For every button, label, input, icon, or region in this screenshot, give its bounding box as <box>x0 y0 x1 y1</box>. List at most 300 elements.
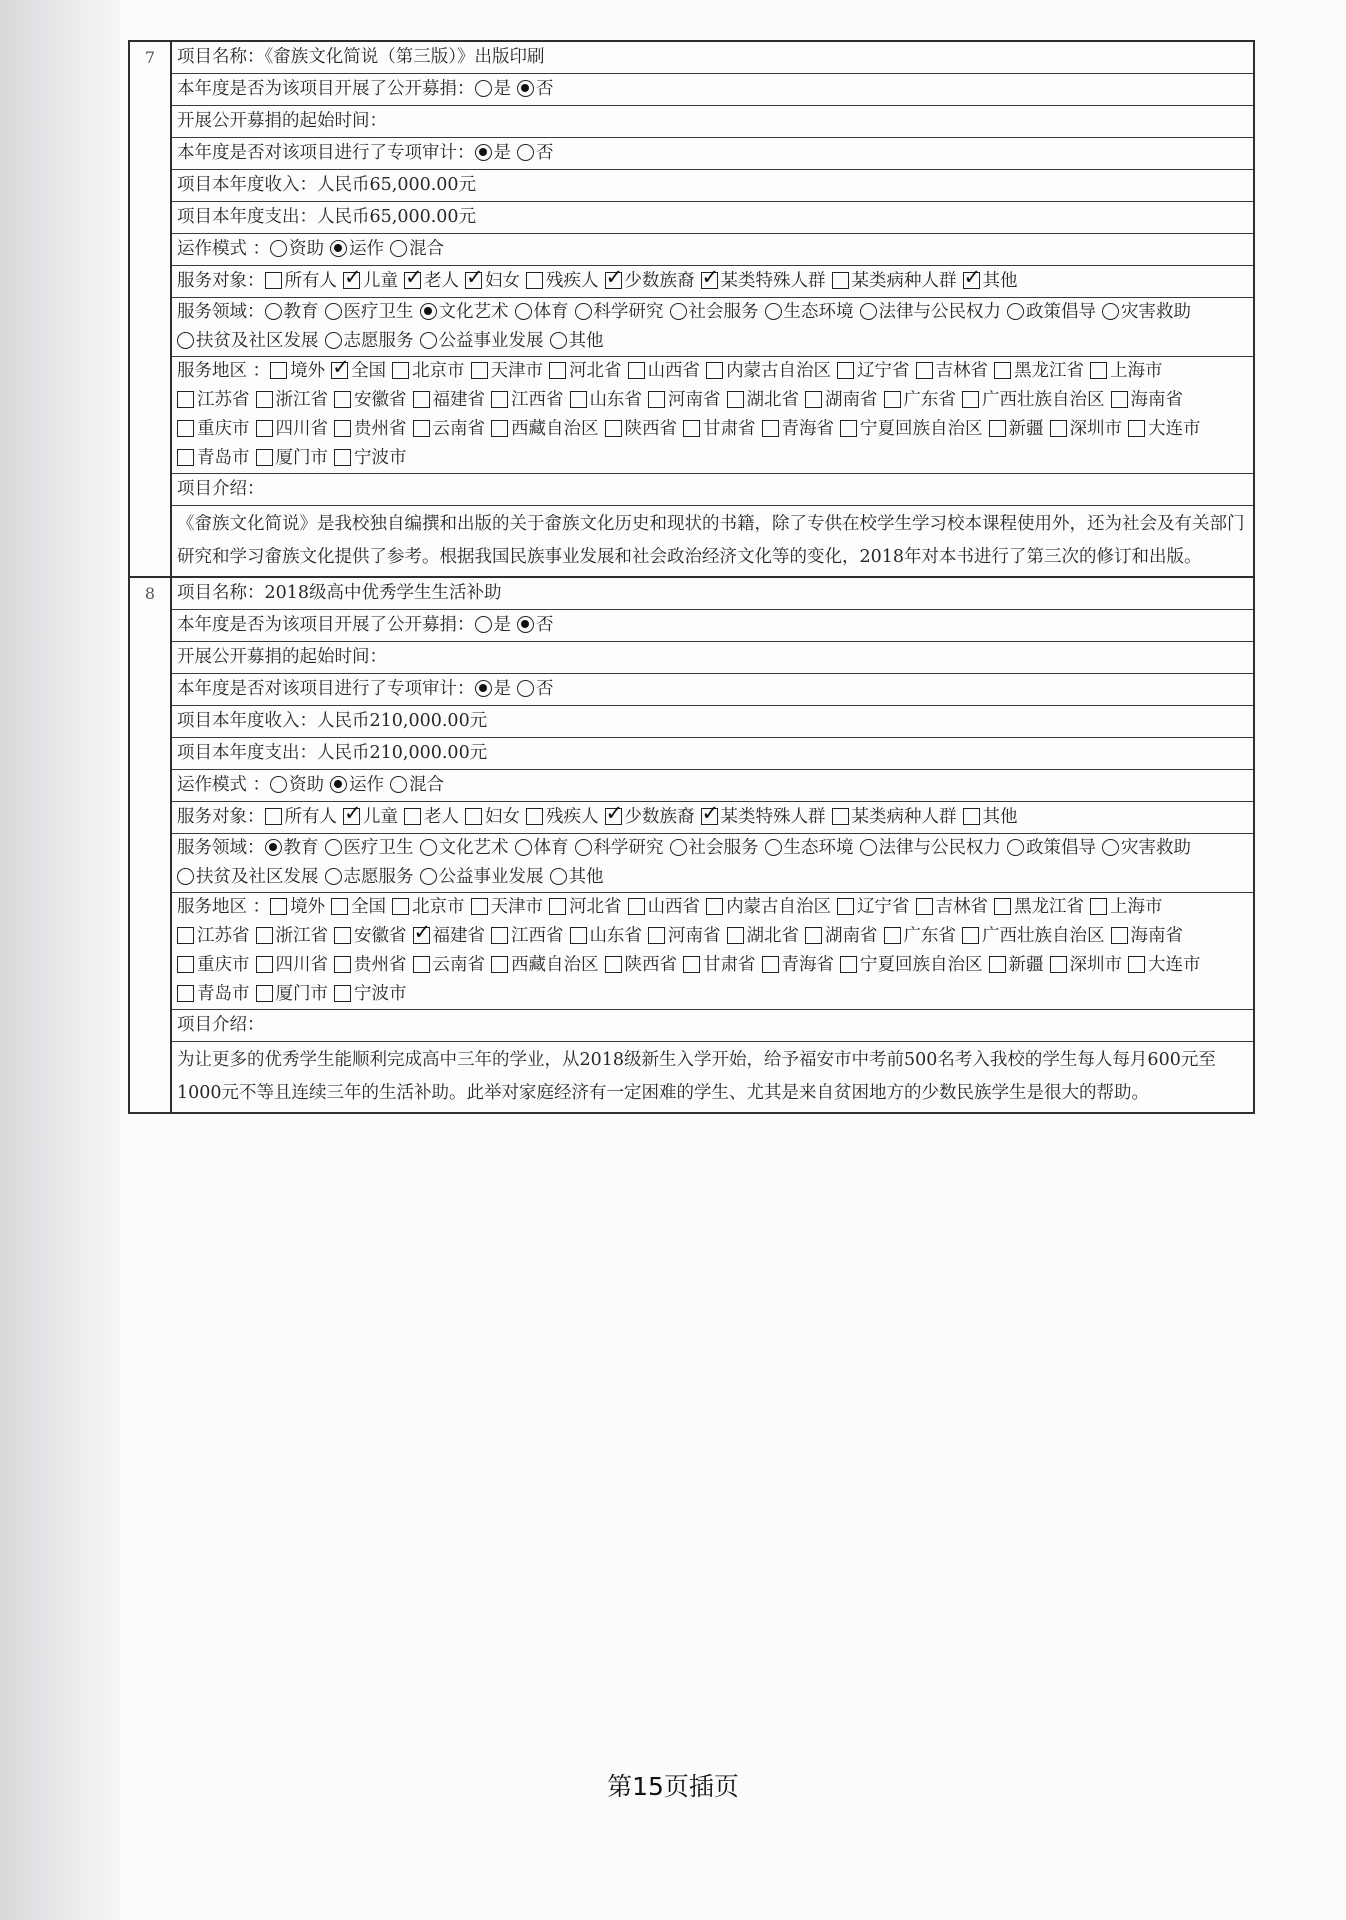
checkbox-option[interactable] <box>334 951 407 980</box>
checkbox-option[interactable] <box>1090 357 1163 386</box>
checkbox-option[interactable] <box>989 415 1044 444</box>
checkbox-empty-icon[interactable] <box>334 927 351 944</box>
radio-empty-icon[interactable] <box>575 303 592 320</box>
checkbox-empty-icon[interactable] <box>413 391 430 408</box>
option-label: 海南省 <box>1130 390 1183 410</box>
radio-option[interactable] <box>420 327 544 356</box>
checkbox-empty-icon[interactable] <box>392 362 409 379</box>
checkbox-checked-icon[interactable] <box>343 272 360 289</box>
checkbox-empty-icon[interactable] <box>884 927 901 944</box>
checkbox-option[interactable] <box>1111 386 1184 415</box>
radio-option[interactable] <box>475 74 512 105</box>
radio-empty-icon[interactable] <box>177 332 194 349</box>
checkbox-option[interactable] <box>805 386 878 415</box>
checkbox-empty-icon[interactable] <box>491 391 508 408</box>
checkbox-option[interactable] <box>392 357 465 386</box>
radio-option[interactable] <box>325 327 414 356</box>
checkbox-option[interactable] <box>465 266 520 297</box>
checkbox-option[interactable] <box>334 980 407 1009</box>
checkbox-option[interactable] <box>706 357 831 386</box>
radio-selected-icon[interactable] <box>420 303 437 320</box>
checkbox-option[interactable] <box>343 266 398 297</box>
special-audit-row <box>172 138 1253 170</box>
radio-selected-icon[interactable] <box>517 616 534 633</box>
checkbox-option[interactable] <box>762 415 835 444</box>
option-label: 辽宁省 <box>857 897 910 917</box>
checkbox-empty-icon[interactable] <box>413 420 430 437</box>
checkbox-empty-icon[interactable] <box>1128 420 1145 437</box>
radio-option[interactable] <box>575 834 664 863</box>
checkbox-option[interactable] <box>491 951 599 980</box>
checkbox-option[interactable] <box>177 444 250 473</box>
checkbox-option[interactable] <box>832 802 957 833</box>
checkbox-option[interactable] <box>605 415 678 444</box>
checkbox-empty-icon[interactable] <box>1128 956 1145 973</box>
field-label: 开展公开募捐的起始时间： <box>177 111 387 131</box>
radio-empty-icon[interactable] <box>765 303 782 320</box>
checkbox-option[interactable] <box>343 802 398 833</box>
checkbox-empty-icon[interactable] <box>270 362 287 379</box>
checkbox-empty-icon[interactable] <box>727 391 744 408</box>
checkbox-option[interactable] <box>256 415 329 444</box>
radio-option[interactable] <box>420 834 509 863</box>
checkbox-checked-icon[interactable] <box>331 362 348 379</box>
checkbox-empty-icon[interactable] <box>570 391 587 408</box>
radio-selected-icon[interactable] <box>330 240 347 257</box>
radio-option[interactable] <box>325 298 414 327</box>
radio-option[interactable] <box>1102 298 1191 327</box>
checkbox-checked-icon[interactable] <box>404 272 421 289</box>
radio-empty-icon[interactable] <box>1007 839 1024 856</box>
checkbox-empty-icon[interactable] <box>177 420 194 437</box>
checkbox-checked-icon[interactable] <box>465 272 482 289</box>
checkbox-option[interactable] <box>701 802 826 833</box>
checkbox-option[interactable] <box>404 266 459 297</box>
checkbox-empty-icon[interactable] <box>916 898 933 915</box>
radio-option[interactable] <box>420 863 544 892</box>
option-label: 境外 <box>290 361 326 381</box>
checkbox-checked-icon[interactable] <box>605 808 622 825</box>
checkbox-option[interactable] <box>256 922 329 951</box>
radio-empty-icon[interactable] <box>1007 303 1024 320</box>
checkbox-empty-icon[interactable] <box>177 956 194 973</box>
checkbox-option[interactable] <box>1050 415 1123 444</box>
checkbox-option[interactable] <box>334 386 407 415</box>
checkbox-option[interactable] <box>628 893 701 922</box>
checkbox-empty-icon[interactable] <box>491 956 508 973</box>
option-label: 资助 <box>289 239 325 259</box>
checkbox-empty-icon[interactable] <box>683 420 700 437</box>
radio-empty-icon[interactable] <box>270 240 287 257</box>
checkbox-option[interactable] <box>963 266 1018 297</box>
radio-empty-icon[interactable] <box>420 868 437 885</box>
radio-selected-icon[interactable] <box>265 839 282 856</box>
option-label: 江西省 <box>511 926 564 946</box>
checkbox-empty-icon[interactable] <box>526 272 543 289</box>
checkbox-empty-icon[interactable] <box>177 391 194 408</box>
checkbox-option[interactable] <box>270 357 325 386</box>
radio-empty-icon[interactable] <box>1102 839 1119 856</box>
checkbox-option[interactable] <box>884 922 957 951</box>
option-label: 老人 <box>424 807 459 827</box>
checkbox-empty-icon[interactable] <box>1090 362 1107 379</box>
radio-empty-icon[interactable] <box>390 240 407 257</box>
radio-empty-icon[interactable] <box>575 839 592 856</box>
checkbox-empty-icon[interactable] <box>727 927 744 944</box>
radio-option[interactable] <box>517 138 554 169</box>
radio-option[interactable] <box>550 863 604 892</box>
checkbox-option[interactable] <box>549 357 622 386</box>
radio-empty-icon[interactable] <box>517 144 534 161</box>
checkbox-option[interactable] <box>916 357 989 386</box>
checkbox-option[interactable] <box>334 415 407 444</box>
checkbox-empty-icon[interactable] <box>962 391 979 408</box>
radio-empty-icon[interactable] <box>420 332 437 349</box>
radio-empty-icon[interactable] <box>475 80 492 97</box>
checkbox-empty-icon[interactable] <box>837 362 854 379</box>
checkbox-checked-icon[interactable] <box>343 808 360 825</box>
radio-empty-icon[interactable] <box>1102 303 1119 320</box>
checkbox-option[interactable] <box>989 951 1044 980</box>
option-label: 全国 <box>351 897 387 917</box>
checkbox-option[interactable] <box>837 357 910 386</box>
checkbox-option[interactable] <box>727 922 800 951</box>
radio-option[interactable] <box>517 610 554 641</box>
option-label: 否 <box>536 79 554 99</box>
checkbox-empty-icon[interactable] <box>491 927 508 944</box>
radio-empty-icon[interactable] <box>475 616 492 633</box>
checkbox-empty-icon[interactable] <box>331 898 348 915</box>
checkbox-empty-icon[interactable] <box>549 898 566 915</box>
option-label: 宁波市 <box>354 984 407 1004</box>
radio-empty-icon[interactable] <box>550 332 567 349</box>
checkbox-empty-icon[interactable] <box>256 927 273 944</box>
radio-option[interactable] <box>475 674 512 705</box>
option-label: 内蒙古自治区 <box>726 897 832 917</box>
radio-empty-icon[interactable] <box>325 868 342 885</box>
radio-option[interactable] <box>420 298 509 327</box>
checkbox-empty-icon[interactable] <box>256 420 273 437</box>
checkbox-option[interactable] <box>177 922 250 951</box>
checkbox-empty-icon[interactable] <box>1050 420 1067 437</box>
radio-option[interactable] <box>517 74 554 105</box>
checkbox-empty-icon[interactable] <box>1050 956 1067 973</box>
radio-option[interactable] <box>1007 834 1096 863</box>
radio-option[interactable] <box>177 863 319 892</box>
radio-option[interactable] <box>765 298 854 327</box>
radio-option[interactable] <box>860 298 1002 327</box>
option-label: 吉林省 <box>935 897 989 917</box>
checkbox-empty-icon[interactable] <box>177 927 194 944</box>
radio-option[interactable] <box>515 298 569 327</box>
checkbox-option[interactable] <box>413 922 486 951</box>
checkbox-empty-icon[interactable] <box>1111 927 1128 944</box>
checkbox-empty-icon[interactable] <box>1090 898 1107 915</box>
radio-selected-icon[interactable] <box>517 80 534 97</box>
checkbox-empty-icon[interactable] <box>334 985 351 1002</box>
operation-mode-row <box>172 234 1253 266</box>
checkbox-checked-icon[interactable] <box>605 272 622 289</box>
radio-empty-icon[interactable] <box>517 680 534 697</box>
checkbox-option[interactable] <box>962 386 1105 415</box>
checkbox-empty-icon[interactable] <box>177 449 194 466</box>
radio-empty-icon[interactable] <box>420 839 437 856</box>
checkbox-empty-icon[interactable] <box>491 420 508 437</box>
checkbox-empty-icon[interactable] <box>471 362 488 379</box>
checkbox-option[interactable] <box>994 893 1084 922</box>
radio-option[interactable] <box>550 327 604 356</box>
checkbox-empty-icon[interactable] <box>265 808 282 825</box>
field-label: 本年度是否对该项目进行了专项审计： <box>177 679 475 699</box>
checkbox-option[interactable] <box>265 266 338 297</box>
checkbox-empty-icon[interactable] <box>256 956 273 973</box>
radio-option[interactable] <box>177 327 319 356</box>
radio-option[interactable] <box>265 298 319 327</box>
checkbox-option[interactable] <box>526 802 599 833</box>
radio-empty-icon[interactable] <box>325 303 342 320</box>
checkbox-option[interactable] <box>570 386 643 415</box>
project-rows <box>172 42 1253 576</box>
checkbox-empty-icon[interactable] <box>334 420 351 437</box>
checkbox-option[interactable] <box>840 415 983 444</box>
radio-option[interactable] <box>325 863 414 892</box>
radio-empty-icon[interactable] <box>177 868 194 885</box>
radio-selected-icon[interactable] <box>475 144 492 161</box>
checkbox-option[interactable] <box>1050 951 1123 980</box>
radio-option[interactable] <box>390 234 444 265</box>
checkbox-option[interactable] <box>270 893 325 922</box>
checkbox-option[interactable] <box>1128 951 1201 980</box>
radio-option[interactable] <box>325 834 414 863</box>
checkbox-empty-icon[interactable] <box>648 927 665 944</box>
checkbox-empty-icon[interactable] <box>837 898 854 915</box>
checkbox-empty-icon[interactable] <box>916 362 933 379</box>
checkbox-option[interactable] <box>526 266 599 297</box>
checkbox-option[interactable] <box>701 266 826 297</box>
checkbox-empty-icon[interactable] <box>334 449 351 466</box>
checkbox-option[interactable] <box>331 357 386 386</box>
radio-empty-icon[interactable] <box>325 332 342 349</box>
checkbox-empty-icon[interactable] <box>706 898 723 915</box>
checkbox-option[interactable] <box>683 951 756 980</box>
operation-mode-row <box>172 770 1253 802</box>
checkbox-empty-icon[interactable] <box>404 808 421 825</box>
checkbox-option[interactable] <box>570 922 643 951</box>
checkbox-option[interactable] <box>256 980 329 1009</box>
checkbox-empty-icon[interactable] <box>605 420 622 437</box>
checkbox-empty-icon[interactable] <box>413 956 430 973</box>
checkbox-empty-icon[interactable] <box>962 927 979 944</box>
checkbox-empty-icon[interactable] <box>989 420 1006 437</box>
checkbox-empty-icon[interactable] <box>805 927 822 944</box>
radio-empty-icon[interactable] <box>515 839 532 856</box>
checkbox-empty-icon[interactable] <box>628 362 645 379</box>
checkbox-empty-icon[interactable] <box>526 808 543 825</box>
radio-option[interactable] <box>515 834 569 863</box>
checkbox-empty-icon[interactable] <box>256 391 273 408</box>
radio-empty-icon[interactable] <box>860 839 877 856</box>
radio-selected-icon[interactable] <box>330 776 347 793</box>
checkbox-empty-icon[interactable] <box>628 898 645 915</box>
checkbox-option[interactable] <box>727 386 800 415</box>
checkbox-empty-icon[interactable] <box>994 362 1011 379</box>
checkbox-option[interactable] <box>471 893 544 922</box>
checkbox-option[interactable] <box>256 444 329 473</box>
radio-option[interactable] <box>1102 834 1191 863</box>
radio-option[interactable] <box>1007 298 1096 327</box>
checkbox-option[interactable] <box>884 386 957 415</box>
checkbox-option[interactable] <box>840 951 983 980</box>
checkbox-empty-icon[interactable] <box>840 956 857 973</box>
checkbox-empty-icon[interactable] <box>465 808 482 825</box>
checkbox-option[interactable] <box>413 415 486 444</box>
checkbox-option[interactable] <box>177 386 250 415</box>
checkbox-option[interactable] <box>256 951 329 980</box>
checkbox-empty-icon[interactable] <box>706 362 723 379</box>
option-label: 社会服务 <box>688 302 759 322</box>
checkbox-option[interactable] <box>916 893 989 922</box>
radio-empty-icon[interactable] <box>550 868 567 885</box>
radio-option[interactable] <box>270 770 324 801</box>
checkbox-option[interactable] <box>392 893 465 922</box>
checkbox-option[interactable] <box>491 922 564 951</box>
field-label: 服务领域： <box>177 838 265 858</box>
checkbox-option[interactable] <box>628 357 701 386</box>
checkbox-empty-icon[interactable] <box>648 391 665 408</box>
checkbox-option[interactable] <box>683 415 756 444</box>
checkbox-option[interactable] <box>413 386 486 415</box>
option-label: 是 <box>493 615 511 635</box>
checkbox-option[interactable] <box>331 893 386 922</box>
checkbox-option[interactable] <box>963 802 1018 833</box>
checkbox-option[interactable] <box>491 415 599 444</box>
field-label: 服务对象： <box>177 807 265 827</box>
checkbox-empty-icon[interactable] <box>762 420 779 437</box>
checkbox-option[interactable] <box>648 386 721 415</box>
checkbox-option[interactable] <box>994 357 1084 386</box>
radio-empty-icon[interactable] <box>860 303 877 320</box>
checkbox-empty-icon[interactable] <box>832 272 849 289</box>
radio-option[interactable] <box>860 834 1002 863</box>
checkbox-option[interactable] <box>605 951 678 980</box>
checkbox-option[interactable] <box>1111 922 1184 951</box>
checkbox-empty-icon[interactable] <box>392 898 409 915</box>
radio-option[interactable] <box>390 770 444 801</box>
checkbox-option[interactable] <box>648 922 721 951</box>
checkbox-option[interactable] <box>962 922 1105 951</box>
checkbox-option[interactable] <box>762 951 835 980</box>
radio-option[interactable] <box>330 770 384 801</box>
checkbox-option[interactable] <box>265 802 338 833</box>
fundraising-start-row <box>172 642 1253 674</box>
checkbox-option[interactable] <box>413 951 486 980</box>
radio-option[interactable] <box>575 298 664 327</box>
radio-empty-icon[interactable] <box>515 303 532 320</box>
checkbox-option[interactable] <box>491 386 564 415</box>
checkbox-option[interactable] <box>605 266 695 297</box>
checkbox-empty-icon[interactable] <box>265 272 282 289</box>
checkbox-option[interactable] <box>605 802 695 833</box>
radio-option[interactable] <box>265 834 319 863</box>
checkbox-checked-icon[interactable] <box>413 927 430 944</box>
checkbox-empty-icon[interactable] <box>683 956 700 973</box>
checkbox-empty-icon[interactable] <box>605 956 622 973</box>
checkbox-option[interactable] <box>706 893 831 922</box>
radio-option[interactable] <box>670 298 759 327</box>
radio-empty-icon[interactable] <box>670 303 687 320</box>
checkbox-option[interactable] <box>334 444 407 473</box>
checkbox-checked-icon[interactable] <box>701 272 718 289</box>
checkbox-empty-icon[interactable] <box>762 956 779 973</box>
checkbox-option[interactable] <box>837 893 910 922</box>
radio-empty-icon[interactable] <box>265 303 282 320</box>
checkbox-empty-icon[interactable] <box>1111 391 1128 408</box>
checkbox-option[interactable] <box>549 893 622 922</box>
checkbox-empty-icon[interactable] <box>334 956 351 973</box>
checkbox-empty-icon[interactable] <box>549 362 566 379</box>
radio-option[interactable] <box>765 834 854 863</box>
checkbox-empty-icon[interactable] <box>270 898 287 915</box>
radio-option[interactable] <box>270 234 324 265</box>
radio-option[interactable] <box>330 234 384 265</box>
checkbox-option[interactable] <box>256 386 329 415</box>
radio-empty-icon[interactable] <box>670 839 687 856</box>
checkbox-empty-icon[interactable] <box>963 808 980 825</box>
checkbox-empty-icon[interactable] <box>884 391 901 408</box>
option-label: 某类病种人群 <box>851 807 957 827</box>
radio-option[interactable] <box>670 834 759 863</box>
checkbox-empty-icon[interactable] <box>570 927 587 944</box>
radio-option[interactable] <box>475 138 512 169</box>
radio-empty-icon[interactable] <box>765 839 782 856</box>
checkbox-empty-icon[interactable] <box>989 956 1006 973</box>
checkbox-empty-icon[interactable] <box>256 985 273 1002</box>
radio-option[interactable] <box>517 674 554 705</box>
checkbox-option[interactable] <box>177 415 250 444</box>
checkbox-checked-icon[interactable] <box>701 808 718 825</box>
checkbox-empty-icon[interactable] <box>334 391 351 408</box>
checkbox-option[interactable] <box>1128 415 1201 444</box>
checkbox-empty-icon[interactable] <box>177 985 194 1002</box>
project-number: 7 <box>130 42 172 576</box>
checkbox-option[interactable] <box>1090 893 1163 922</box>
checkbox-checked-icon[interactable] <box>963 272 980 289</box>
checkbox-option[interactable] <box>471 357 544 386</box>
field-label: 项目介绍： <box>177 479 265 499</box>
radio-empty-icon[interactable] <box>325 839 342 856</box>
checkbox-empty-icon[interactable] <box>832 808 849 825</box>
radio-selected-icon[interactable] <box>475 680 492 697</box>
checkbox-option[interactable] <box>805 922 878 951</box>
option-label: 社会服务 <box>688 838 759 858</box>
checkbox-option[interactable] <box>465 802 520 833</box>
checkbox-empty-icon[interactable] <box>805 391 822 408</box>
checkbox-empty-icon[interactable] <box>994 898 1011 915</box>
radio-empty-icon[interactable] <box>390 776 407 793</box>
checkbox-option[interactable] <box>177 951 250 980</box>
checkbox-empty-icon[interactable] <box>471 898 488 915</box>
checkbox-option[interactable] <box>177 980 250 1009</box>
radio-empty-icon[interactable] <box>270 776 287 793</box>
radio-option[interactable] <box>475 610 512 641</box>
option-label: 教育 <box>283 302 319 322</box>
option-label: 所有人 <box>284 807 337 827</box>
checkbox-option[interactable] <box>404 802 459 833</box>
checkbox-empty-icon[interactable] <box>840 420 857 437</box>
checkbox-option[interactable] <box>334 922 407 951</box>
checkbox-empty-icon[interactable] <box>256 449 273 466</box>
checkbox-option[interactable] <box>832 266 957 297</box>
